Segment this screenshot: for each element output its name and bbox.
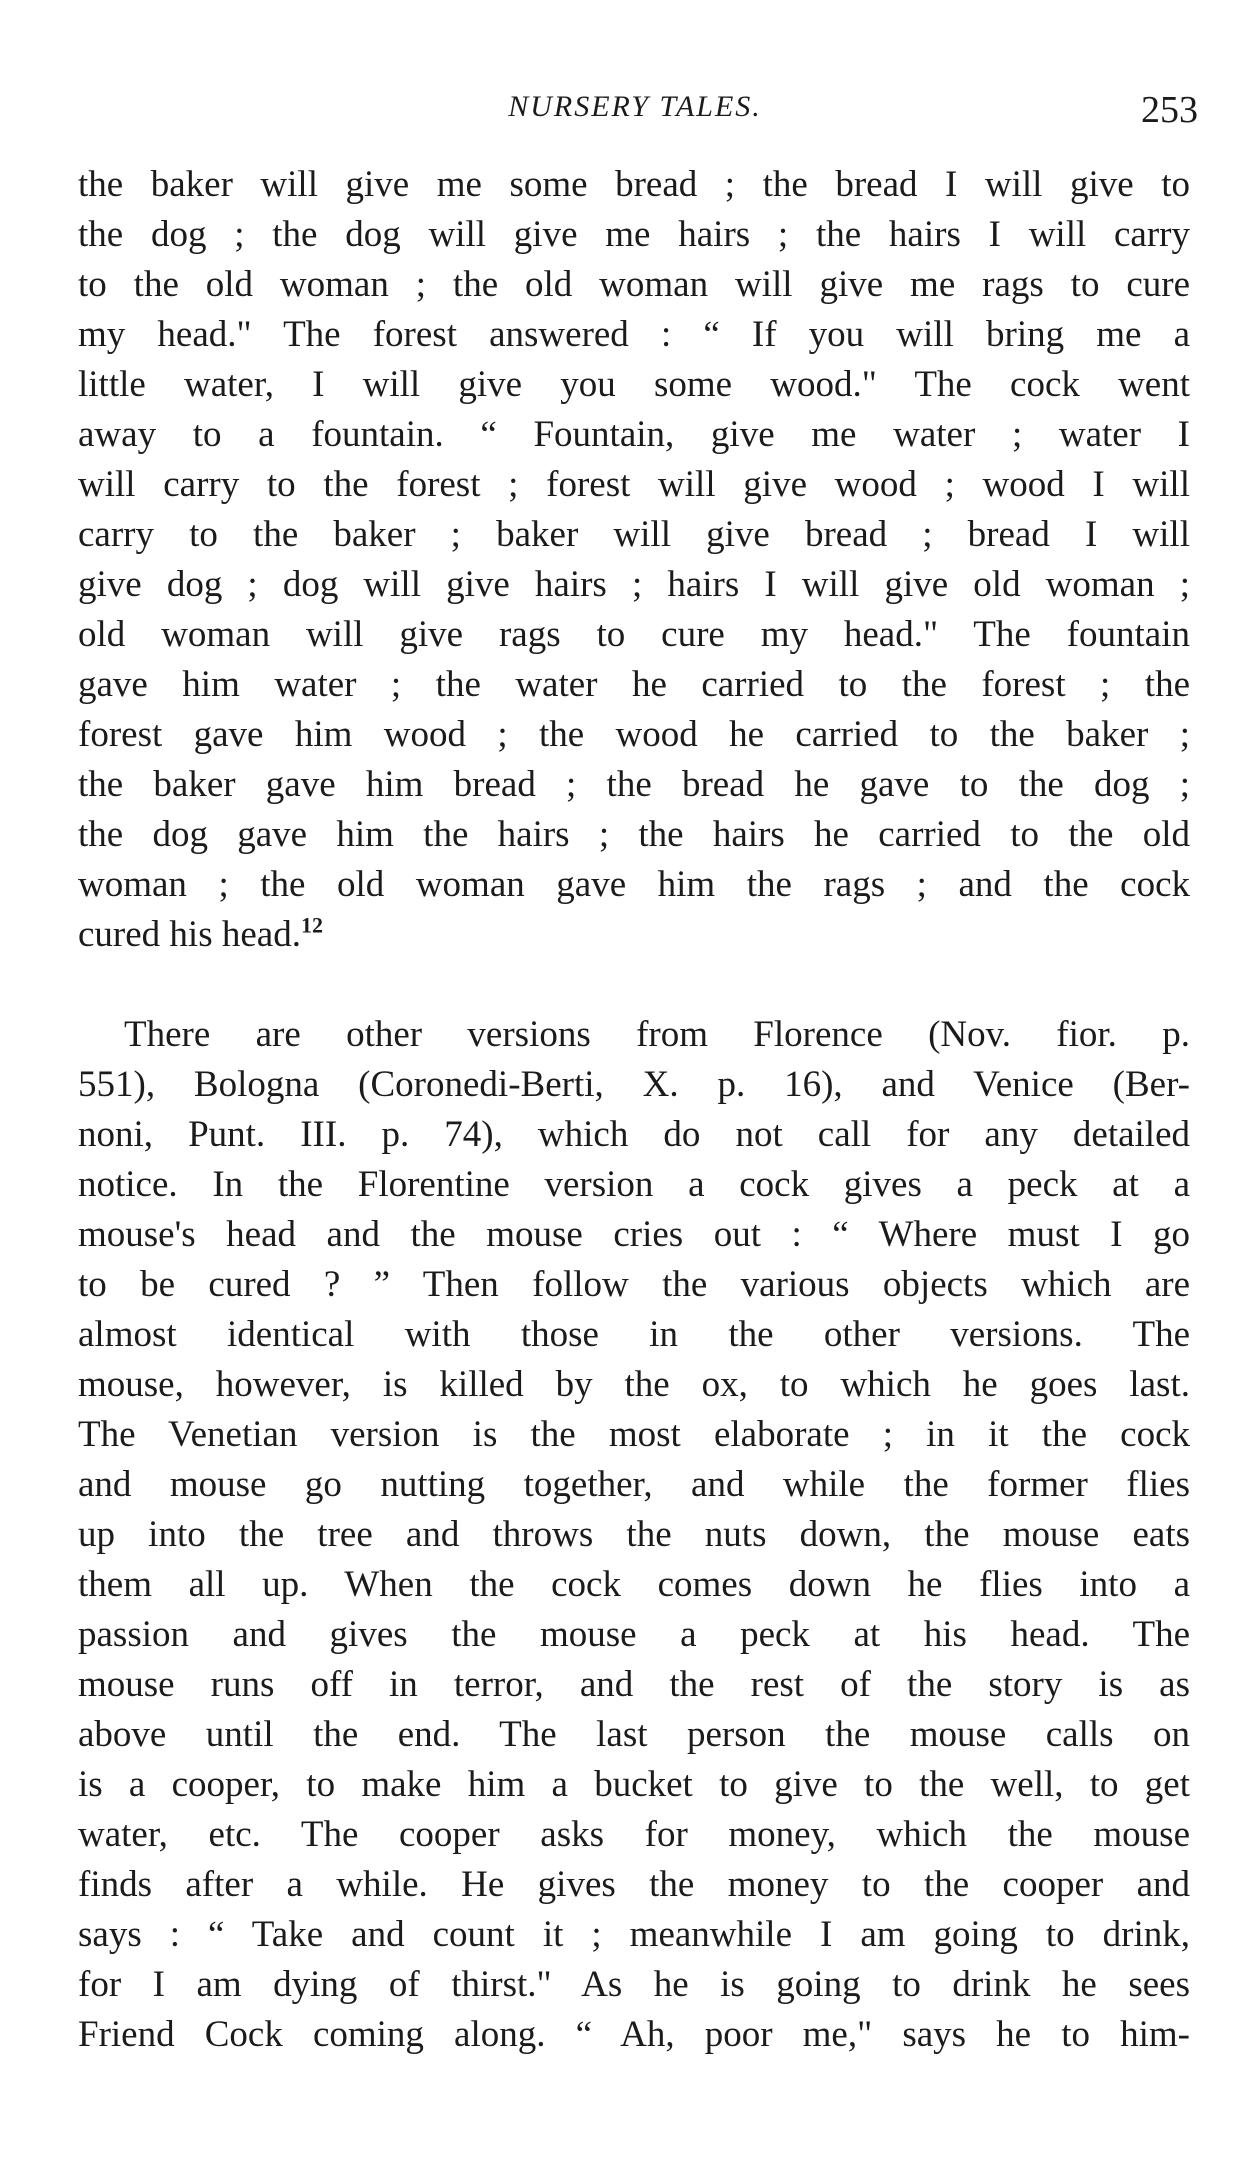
text-line: forest gave him wood ; the wood he carried to the baker ;	[78, 714, 1190, 755]
text-line: noni, Punt. III. p. 74), which do not call for any detailed	[78, 1114, 1190, 1155]
text-line: woman ; the old woman gave him the rags ; and the cock	[78, 864, 1190, 905]
paragraph-gap	[78, 960, 1190, 1010]
page-number: 253	[1141, 89, 1198, 131]
text-line: the baker will give me some bread ; the bread I will give to	[78, 164, 1190, 205]
text-line: little water, I will give you some wood." The cock went	[78, 364, 1190, 405]
running-header	[80, 86, 1198, 136]
paragraph-2	[78, 1010, 1190, 2060]
text-line: notice. In the Florentine version a cock gives a peck at a	[78, 1164, 1190, 1205]
text-line: my head." The forest answered : “ If you will bring me a	[78, 314, 1190, 355]
last-line-text: cured his head.	[78, 914, 301, 955]
text-line: them all up. When the cock comes down he flies into a	[78, 1564, 1190, 1605]
text-line: is a cooper, to make him a bucket to give to the well, to get	[78, 1764, 1190, 1805]
text-line: finds after a while. He gives the money to the cooper and	[78, 1864, 1190, 1905]
text-line: The Venetian version is the most elaborate ; in it the cock	[78, 1414, 1190, 1455]
text-line: 551), Bologna (Coronedi-Berti, X. p. 16), and Venice (Ber-	[78, 1064, 1190, 1105]
text-line: and mouse go nutting together, and while the former flies	[78, 1464, 1190, 1505]
text-line: passion and gives the mouse a peck at his head. The	[78, 1614, 1190, 1655]
text-line: the baker gave him bread ; the bread he gave to the dog ;	[78, 764, 1190, 805]
text-line: to be cured ? ” Then follow the various objects which are	[78, 1264, 1190, 1305]
text-line: old woman will give rags to cure my head." The fountain	[78, 614, 1190, 655]
text-line: mouse runs off in terror, and the rest of the story is as	[78, 1664, 1190, 1705]
text-line: will carry to the forest ; forest will give wood ; wood I will	[78, 464, 1190, 505]
text-line: Friend Cock coming along. “ Ah, poor me," says he to him-	[78, 2014, 1190, 2055]
text-line: almost identical with those in the other versions. The	[78, 1314, 1190, 1355]
text-line: mouse, however, is killed by the ox, to which he goes last.	[78, 1364, 1190, 1405]
text-line: says : “ Take and count it ; meanwhile I am going to drink,	[78, 1914, 1190, 1955]
text-line: above until the end. The last person the mouse calls on	[78, 1714, 1190, 1755]
text-line: water, etc. The cooper asks for money, which the mouse	[78, 1814, 1190, 1855]
text-line: the dog gave him the hairs ; the hairs he carried to the old	[78, 814, 1190, 855]
text-line: mouse's head and the mouse cries out : “ Where must I go	[78, 1214, 1190, 1255]
text-line: gave him water ; the water he carried to the forest ; the	[78, 664, 1190, 705]
text-line: up into the tree and throws the nuts down, the mouse eats	[78, 1514, 1190, 1555]
text-line: away to a fountain. “ Fountain, give me water ; water I	[78, 414, 1190, 455]
footnote-marker: 12	[300, 912, 323, 938]
paragraph-1	[78, 160, 1190, 960]
text-line-last	[78, 910, 1190, 960]
text-line: carry to the baker ; baker will give bread ; bread I will	[78, 514, 1190, 555]
text-line: for I am dying of thirst." As he is going to drink he sees	[78, 1964, 1190, 2005]
text-line: the dog ; the dog will give me hairs ; the hairs I will carry	[78, 214, 1190, 255]
text-line: There are other versions from Florence (Nov. fior. p.	[124, 1014, 1190, 1055]
running-title: NURSERY TALES.	[508, 90, 762, 123]
text-line: to the old woman ; the old woman will give me rags to cure	[78, 264, 1190, 305]
text-line: give dog ; dog will give hairs ; hairs I will give old woman ;	[78, 564, 1190, 605]
body-text	[78, 160, 1190, 2060]
